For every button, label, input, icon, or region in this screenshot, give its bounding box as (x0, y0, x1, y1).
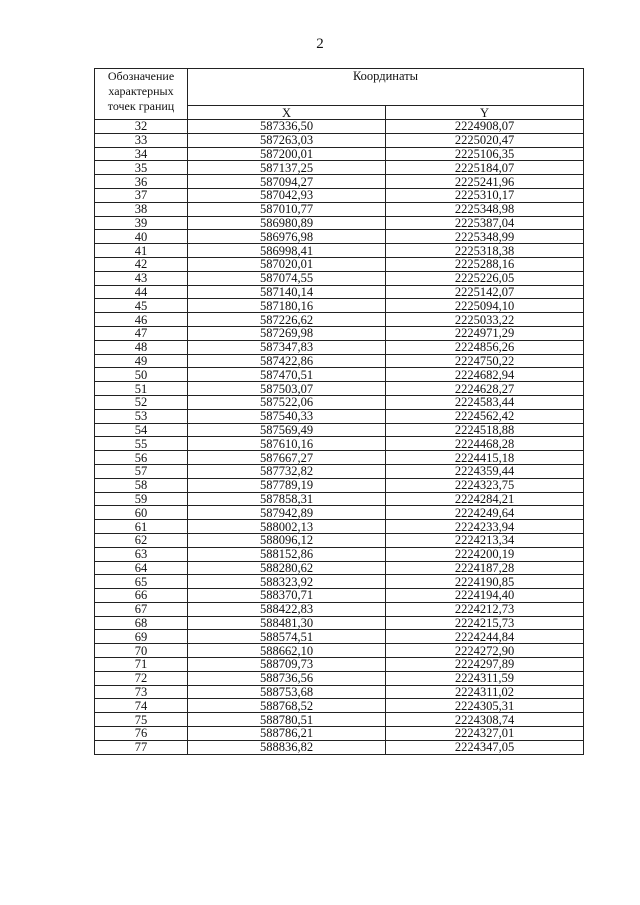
x-cell: 588152,86 (188, 547, 386, 561)
y-cell: 2225348,99 (386, 230, 584, 244)
point-cell: 60 (95, 506, 188, 520)
x-cell: 587226,62 (188, 313, 386, 327)
y-cell: 2225033,22 (386, 313, 584, 327)
coordinates-header: Координаты (188, 69, 584, 106)
y-cell: 2224305,31 (386, 699, 584, 713)
table-row (95, 437, 584, 451)
table-row (95, 561, 584, 575)
y-cell: 2224750,22 (386, 354, 584, 368)
x-cell: 587180,16 (188, 299, 386, 313)
x-cell: 588836,82 (188, 740, 386, 754)
table-row (95, 699, 584, 713)
table-row (95, 202, 584, 216)
x-cell: 587336,50 (188, 120, 386, 134)
point-cell: 41 (95, 244, 188, 258)
point-cell: 51 (95, 382, 188, 396)
x-cell: 587422,86 (188, 354, 386, 368)
x-cell: 587010,77 (188, 202, 386, 216)
y-cell: 2224233,94 (386, 520, 584, 534)
table-row (95, 313, 584, 327)
x-cell: 587789,19 (188, 478, 386, 492)
x-cell: 587942,89 (188, 506, 386, 520)
point-cell: 69 (95, 630, 188, 644)
table-row (95, 740, 584, 754)
y-cell: 2224212,73 (386, 602, 584, 616)
table-row (95, 216, 584, 230)
x-cell: 587470,51 (188, 368, 386, 382)
y-cell: 2225020,47 (386, 133, 584, 147)
table-row (95, 271, 584, 285)
point-cell: 57 (95, 464, 188, 478)
x-cell: 587263,03 (188, 133, 386, 147)
point-cell: 64 (95, 561, 188, 575)
table-row (95, 630, 584, 644)
table-row (95, 506, 584, 520)
y-cell: 2224215,73 (386, 616, 584, 630)
point-cell: 40 (95, 230, 188, 244)
y-cell: 2224311,59 (386, 671, 584, 685)
table-row (95, 451, 584, 465)
x-cell: 588370,71 (188, 589, 386, 603)
point-cell: 68 (95, 616, 188, 630)
table-row (95, 409, 584, 423)
x-cell: 588422,83 (188, 602, 386, 616)
x-cell: 588768,52 (188, 699, 386, 713)
x-cell: 587020,01 (188, 257, 386, 271)
table-row (95, 685, 584, 699)
table-row (95, 257, 584, 271)
point-label-header: Обозначение характерных точек границ (95, 69, 188, 120)
coordinates-table (94, 68, 584, 755)
x-cell: 587140,14 (188, 285, 386, 299)
table-row (95, 230, 584, 244)
point-cell: 55 (95, 437, 188, 451)
table-row (95, 533, 584, 547)
table-row (95, 520, 584, 534)
x-cell: 587503,07 (188, 382, 386, 396)
x-column-header: X (188, 106, 386, 120)
point-cell: 75 (95, 713, 188, 727)
x-cell: 587137,25 (188, 161, 386, 175)
point-cell: 33 (95, 133, 188, 147)
y-cell: 2225142,07 (386, 285, 584, 299)
y-cell: 2224297,89 (386, 658, 584, 672)
table-row (95, 492, 584, 506)
y-cell: 2224468,28 (386, 437, 584, 451)
table-row (95, 244, 584, 258)
y-cell: 2224562,42 (386, 409, 584, 423)
point-cell: 45 (95, 299, 188, 313)
y-cell: 2225184,07 (386, 161, 584, 175)
table-row (95, 133, 584, 147)
y-cell: 2224308,74 (386, 713, 584, 727)
y-cell: 2225387,04 (386, 216, 584, 230)
x-cell: 587610,16 (188, 437, 386, 451)
y-cell: 2224190,85 (386, 575, 584, 589)
y-cell: 2224359,44 (386, 464, 584, 478)
point-cell: 73 (95, 685, 188, 699)
y-cell: 2224327,01 (386, 727, 584, 741)
table-row (95, 299, 584, 313)
y-cell: 2224347,05 (386, 740, 584, 754)
y-cell: 2224272,90 (386, 644, 584, 658)
y-cell: 2225318,38 (386, 244, 584, 258)
y-cell: 2225348,98 (386, 202, 584, 216)
point-cell: 76 (95, 727, 188, 741)
point-cell: 63 (95, 547, 188, 561)
table-row (95, 326, 584, 340)
page-number: 2 (316, 36, 324, 52)
x-cell: 587732,82 (188, 464, 386, 478)
y-cell: 2225241,96 (386, 175, 584, 189)
point-cell: 77 (95, 740, 188, 754)
point-cell: 48 (95, 340, 188, 354)
x-cell: 587074,55 (188, 271, 386, 285)
y-cell: 2224311,02 (386, 685, 584, 699)
x-cell: 587042,93 (188, 188, 386, 202)
y-cell: 2224415,18 (386, 451, 584, 465)
x-cell: 588481,30 (188, 616, 386, 630)
y-cell: 2225106,35 (386, 147, 584, 161)
point-cell: 59 (95, 492, 188, 506)
table-row (95, 547, 584, 561)
point-cell: 61 (95, 520, 188, 534)
y-cell: 2225094,10 (386, 299, 584, 313)
point-cell: 52 (95, 395, 188, 409)
point-cell: 74 (95, 699, 188, 713)
table-row (95, 147, 584, 161)
x-cell: 586980,89 (188, 216, 386, 230)
table-row (95, 423, 584, 437)
point-cell: 54 (95, 423, 188, 437)
table-row (95, 368, 584, 382)
y-cell: 2224971,29 (386, 326, 584, 340)
point-cell: 71 (95, 658, 188, 672)
point-cell: 47 (95, 326, 188, 340)
x-cell: 587200,01 (188, 147, 386, 161)
table-row (95, 464, 584, 478)
y-cell: 2224244,84 (386, 630, 584, 644)
x-cell: 587347,83 (188, 340, 386, 354)
x-cell: 588662,10 (188, 644, 386, 658)
y-cell: 2224583,44 (386, 395, 584, 409)
point-cell: 62 (95, 533, 188, 547)
point-cell: 36 (95, 175, 188, 189)
table-body (95, 120, 584, 755)
table-row (95, 161, 584, 175)
x-cell: 587858,31 (188, 492, 386, 506)
x-cell: 588280,62 (188, 561, 386, 575)
point-cell: 50 (95, 368, 188, 382)
table-row (95, 575, 584, 589)
y-cell: 2224187,28 (386, 561, 584, 575)
table-row (95, 644, 584, 658)
y-cell: 2224856,26 (386, 340, 584, 354)
point-cell: 70 (95, 644, 188, 658)
x-cell: 586976,98 (188, 230, 386, 244)
y-cell: 2224200,19 (386, 547, 584, 561)
x-cell: 588780,51 (188, 713, 386, 727)
point-cell: 43 (95, 271, 188, 285)
point-cell: 38 (95, 202, 188, 216)
x-cell: 588574,51 (188, 630, 386, 644)
x-cell: 588736,56 (188, 671, 386, 685)
point-cell: 72 (95, 671, 188, 685)
x-cell: 587540,33 (188, 409, 386, 423)
table-row (95, 478, 584, 492)
table-row (95, 340, 584, 354)
table-row (95, 671, 584, 685)
point-cell: 58 (95, 478, 188, 492)
x-cell: 588323,92 (188, 575, 386, 589)
y-cell: 2224908,07 (386, 120, 584, 134)
point-cell: 56 (95, 451, 188, 465)
point-cell: 37 (95, 188, 188, 202)
y-cell: 2224518,88 (386, 423, 584, 437)
y-cell: 2225226,05 (386, 271, 584, 285)
point-cell: 32 (95, 120, 188, 134)
table-row (95, 120, 584, 134)
point-cell: 65 (95, 575, 188, 589)
table-row (95, 658, 584, 672)
y-column-header: Y (386, 106, 584, 120)
table-row (95, 382, 584, 396)
table-row (95, 395, 584, 409)
x-cell: 587522,06 (188, 395, 386, 409)
y-cell: 2224628,27 (386, 382, 584, 396)
point-cell: 34 (95, 147, 188, 161)
y-cell: 2225310,17 (386, 188, 584, 202)
table-row (95, 713, 584, 727)
y-cell: 2224213,34 (386, 533, 584, 547)
x-cell: 588002,13 (188, 520, 386, 534)
point-cell: 67 (95, 602, 188, 616)
x-cell: 588753,68 (188, 685, 386, 699)
table-row (95, 285, 584, 299)
table-row (95, 354, 584, 368)
y-cell: 2224194,40 (386, 589, 584, 603)
table-row (95, 616, 584, 630)
point-cell: 44 (95, 285, 188, 299)
x-cell: 587269,98 (188, 326, 386, 340)
y-cell: 2224284,21 (386, 492, 584, 506)
point-cell: 53 (95, 409, 188, 423)
table-row (95, 589, 584, 603)
point-cell: 35 (95, 161, 188, 175)
x-cell: 588096,12 (188, 533, 386, 547)
point-cell: 42 (95, 257, 188, 271)
x-cell: 587667,27 (188, 451, 386, 465)
y-cell: 2224249,64 (386, 506, 584, 520)
y-cell: 2225288,16 (386, 257, 584, 271)
x-cell: 587094,27 (188, 175, 386, 189)
table-row (95, 175, 584, 189)
point-cell: 39 (95, 216, 188, 230)
table-row (95, 727, 584, 741)
x-cell: 588786,21 (188, 727, 386, 741)
point-cell: 66 (95, 589, 188, 603)
x-cell: 586998,41 (188, 244, 386, 258)
table-row (95, 188, 584, 202)
y-cell: 2224323,75 (386, 478, 584, 492)
point-cell: 49 (95, 354, 188, 368)
x-cell: 588709,73 (188, 658, 386, 672)
table-row (95, 602, 584, 616)
point-cell: 46 (95, 313, 188, 327)
x-cell: 587569,49 (188, 423, 386, 437)
y-cell: 2224682,94 (386, 368, 584, 382)
